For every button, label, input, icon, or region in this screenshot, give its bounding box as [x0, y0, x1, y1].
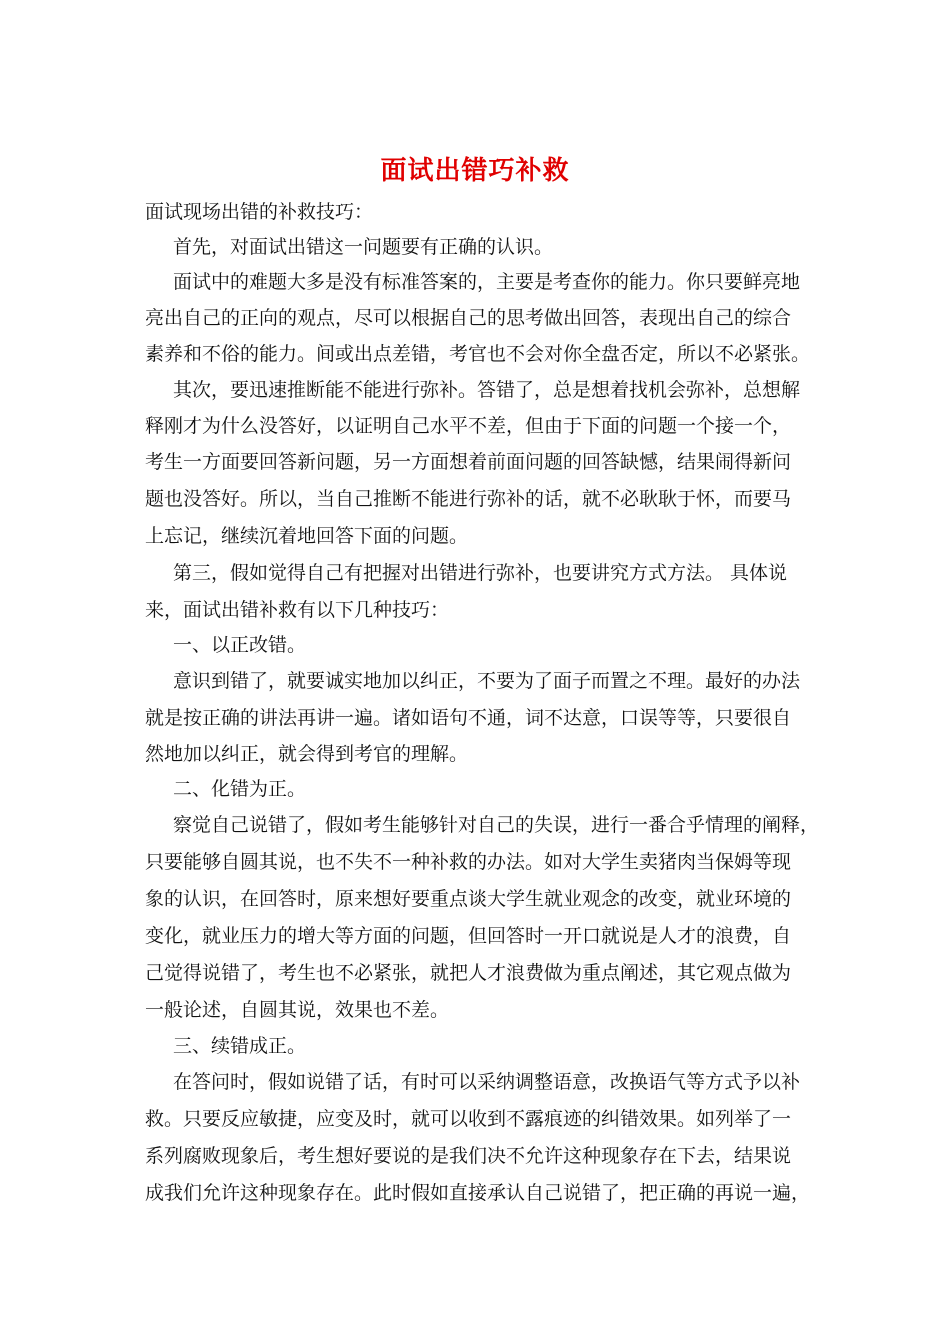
paragraph-line: 象的认识，在回答时，原来想好要重点谈大学生就业观念的改变，就业环境的 — [145, 888, 792, 910]
paragraph-line: 察觉自己说错了，假如考生能够针对自己的失误，进行一番合乎情理的阐释， — [173, 814, 820, 836]
paragraph-line: 一般论述，自圆其说，效果也不差。 — [145, 999, 450, 1021]
paragraph-line: 面试现场出错的补救技巧： — [145, 201, 374, 223]
paragraph-line: 意识到错了，就要诚实地加以纠正，不要为了面子而置之不理。最好的办法 — [173, 670, 801, 692]
paragraph-line: 首先，对面试出错这一问题要有正确的认识。 — [173, 236, 554, 258]
paragraph-line: 释刚才为什么没答好，以证明自己水平不差，但由于下面的问题一个接一个， — [145, 415, 792, 437]
section-heading: 二、化错为正。 — [173, 778, 307, 800]
paragraph-line: 上忘记，继续沉着地回答下面的问题。 — [145, 525, 469, 547]
paragraph-line: 面试中的难题大多是没有标准答案的，主要是考查你的能力。你只要鲜亮地 — [173, 271, 801, 293]
paragraph-line: 来，面试出错补救有以下几种技巧： — [145, 599, 450, 621]
paragraph-line: 只要能够自圆其说，也不失不一种补救的办法。如对大学生卖猪肉当保姆等现 — [145, 851, 792, 873]
paragraph-line: 亮出自己的正向的观点，尽可以根据自己的思考做出回答，表现出自己的综合 — [145, 307, 792, 329]
paragraph-line: 变化，就业压力的增大等方面的问题，但回答时一开口就说是人才的浪费，自 — [145, 925, 792, 947]
paragraph-line: 题也没答好。所以，当自己推断不能进行弥补的话，就不必耿耿于怀，而要马 — [145, 488, 792, 510]
paragraph-line: 己觉得说错了，考生也不必紧张，就把人才浪费做为重点阐述，其它观点做为 — [145, 962, 792, 984]
section-heading: 一、以正改错。 — [173, 634, 307, 656]
section-heading: 三、续错成正。 — [173, 1035, 307, 1057]
paragraph-line: 第三，假如觉得自己有把握对出错进行弥补，也要讲究方式方法。 具体说 — [173, 562, 788, 584]
paragraph-line: 系列腐败现象后，考生想好要说的是我们决不允许这种现象存在下去，结果说 — [145, 1145, 792, 1167]
paragraph-line: 在答问时，假如说错了话，有时可以采纳调整语意，改换语气等方式予以补 — [173, 1071, 801, 1093]
paragraph-line: 成我们允许这种现象存在。此时假如直接承认自己说错了，把正确的再说一遍， — [145, 1182, 811, 1204]
paragraph-line: 然地加以纠正，就会得到考官的理解。 — [145, 743, 469, 765]
paragraph-line: 考生一方面要回答新问题，另一方面想着前面问题的回答缺憾，结果闹得新问 — [145, 451, 792, 473]
paragraph-line: 救。只要反应敏捷，应变及时，就可以收到不露痕迹的纠错效果。如列举了一 — [145, 1108, 792, 1130]
paragraph-line: 素养和不俗的能力。间或出点差错，考官也不会对你全盘否定，所以不必紧张。 — [145, 343, 811, 365]
paragraph-line: 就是按正确的讲法再讲一遍。诸如语句不通，词不达意，口误等等，只要很自 — [145, 707, 792, 729]
document-title: 面试出错巧补救 — [380, 156, 570, 186]
paragraph-line: 其次，要迅速推断能不能进行弥补。答错了，总是想着找机会弥补，总想解 — [173, 379, 801, 401]
